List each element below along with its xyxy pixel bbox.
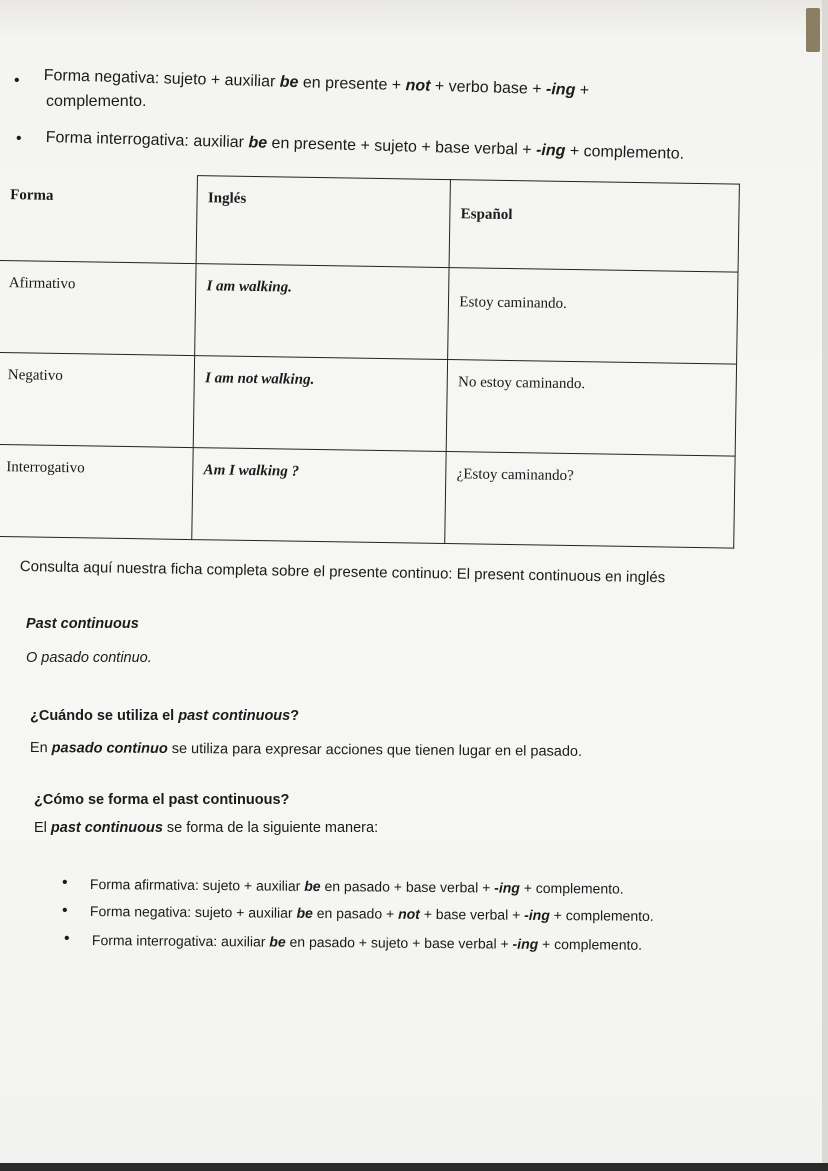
text-segment: Forma negativa: sujeto + auxiliar (43, 66, 281, 91)
cell-forma: Afirmativo (0, 260, 196, 355)
cell-ingles: I am walking. (195, 264, 449, 360)
question-when: ¿Cuándo se utiliza el past continuous? (30, 708, 300, 724)
answer-when: En pasado continuo se utiliza para expresar acciones que tienen lugar en el pasado. (29, 740, 583, 760)
page-bottom-edge (0, 1163, 828, 1171)
list-item-interrogativa: Forma interrogativa: auxiliar be en pasado + sujeto + base verbal + -ing + complemento. (91, 932, 643, 953)
bullet-dot: • (64, 930, 70, 947)
cell-espanol: No estoy caminando. (447, 360, 737, 457)
section-title-past-continuous: Past continuous (26, 616, 139, 632)
bold-term: -ing (545, 81, 576, 99)
text-segment: en presente + sujeto + base verbal + (266, 134, 537, 159)
text-segment: + verbo base + (430, 77, 547, 99)
cell-forma: Negativo (0, 352, 195, 447)
table-header-row (0, 173, 739, 273)
text-segment: + complemento. (565, 142, 685, 163)
bold-term: be (248, 134, 268, 152)
consulta-link-text: Consulta aquí nuestra ficha completa sobre el presente continuo: El present continuous en inglés (19, 558, 666, 587)
list-item-negativa: Forma negativa: sujeto + auxiliar be en pasado + not + base verbal + -ing + complemento. (89, 903, 654, 924)
cell-forma: Interrogativo (0, 444, 193, 539)
bold-term: be (279, 73, 299, 92)
bullet-dot: • (62, 902, 68, 919)
header-espanol: Español (449, 180, 739, 273)
bullet-dot: • (62, 874, 68, 891)
text-segment: Forma interrogativa: auxiliar (45, 128, 249, 152)
bullet-negative-present-line2: complemento. (46, 93, 147, 110)
cell-espanol: Estoy caminando. (448, 268, 738, 365)
bullet-dot: • (16, 130, 22, 147)
section-subtitle: O pasado continuo. (26, 650, 152, 666)
bold-term: -ing (535, 141, 566, 160)
page-edge-tab (806, 8, 820, 52)
table-row (0, 260, 738, 364)
text-segment: en presente + (298, 74, 406, 95)
table-row (0, 352, 737, 456)
bold-term: not (405, 77, 431, 95)
header-ingles: Inglés (196, 176, 450, 268)
cell-espanol: ¿Estoy caminando? (445, 452, 735, 549)
present-continuous-table (0, 172, 740, 549)
table-row (0, 444, 735, 548)
bullet-dot: • (14, 72, 20, 89)
list-item-afirmativa: Forma afirmativa: sujeto + auxiliar be en pasado + base verbal + -ing + complemento. (89, 876, 624, 897)
answer-how: El past continuous se forma de la siguiente manera: (34, 820, 379, 836)
text-segment: + (575, 81, 590, 100)
cell-ingles: Am I walking ? (192, 448, 446, 544)
question-how: ¿Cómo se forma el past continuous? (34, 792, 290, 808)
header-forma: Forma (0, 173, 198, 264)
cell-ingles: I am not walking. (193, 356, 447, 452)
